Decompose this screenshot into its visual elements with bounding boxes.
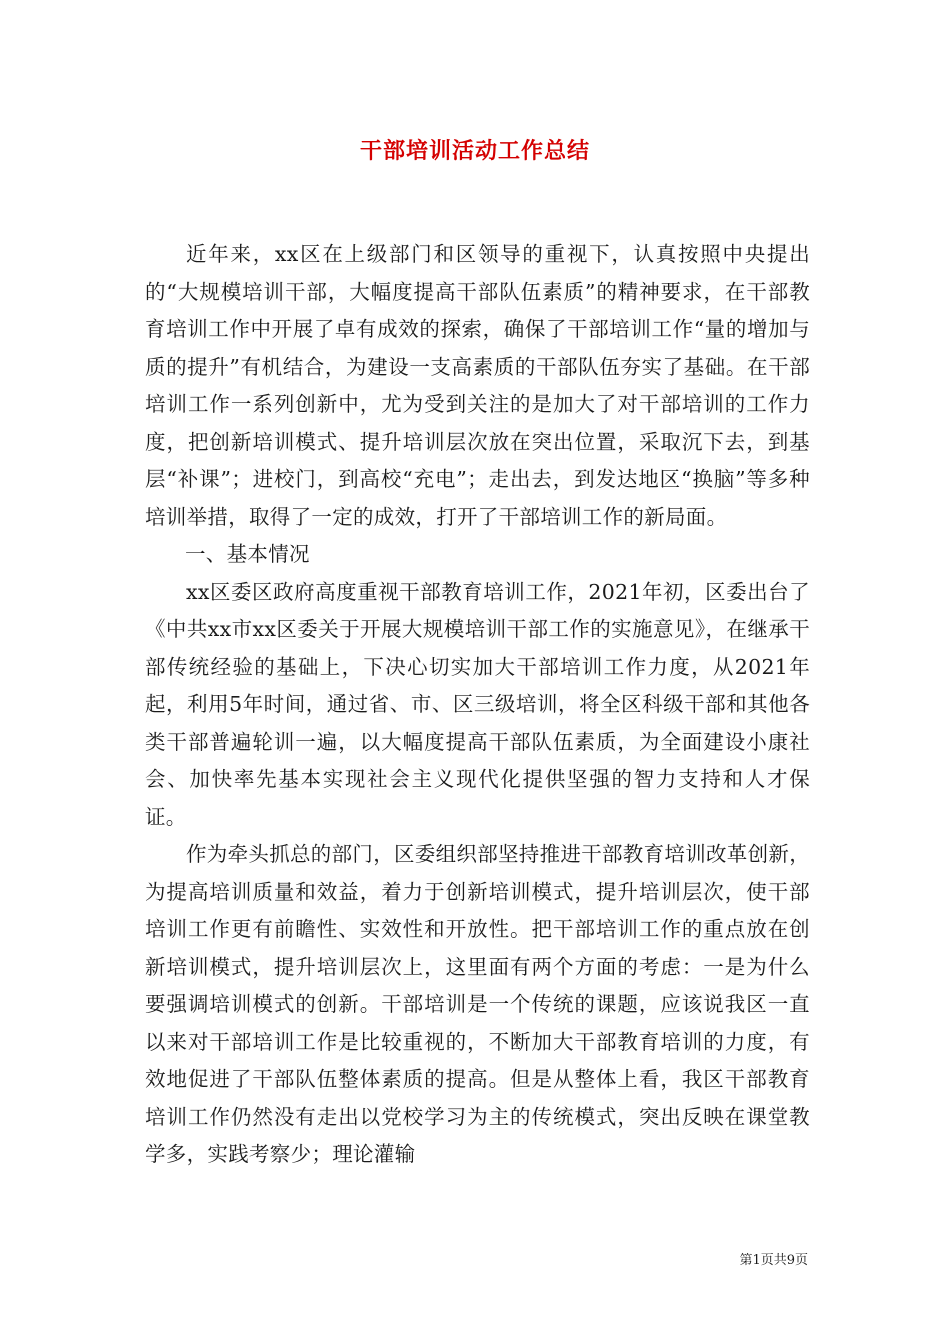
document-body: [145, 236, 810, 1174]
paragraph-intro: 近年来，xx区在上级部门和区领导的重视下，认真按照中央提出的“大规模培训干部，大幅度提高干部队伍素质”的精神要求，在干部教育培训工作中开展了卓有成效的探索，确保了干部培训工作“量的增加与质的提升”有机结合，为建设一支高素质的干部队伍夯实了基础。在干部培训工作一系列创新中，尤为受到关注的是加大了对干部培训的工作力度，把创新培训模式、提升培训层次放在突出位置，采取沉下去，到基层“补课”；进校门，到高校“充电”；走出去，到发达地区“换脑”等多种培训举措，取得了一定的成效，打开了干部培训工作的新局面。: [145, 242, 810, 529]
document-title: 干部培训活动工作总结: [359, 138, 590, 164]
paragraph-basic-situation: xx区委区政府高度重视干部教育培训工作，2021年初，区委出台了《中共xx市xx区委关于开展大规模培训干部工作的实施意见》，在继承干部传统经验的基础上，下决心切实加大干部培训工作力度，从2021年起，利用5年时间，通过省、市、区三级培训，将全区科级干部和其他各类干部普遍轮训一遍，以大幅度提高干部队伍素质，为全面建设小康社会、加快率先基本实现社会主义现代化提供坚强的智力支持和人才保证。: [145, 579, 810, 829]
paragraph-organization-department: 作为牵头抓总的部门，区委组织部坚持推进干部教育培训改革创新，为提高培训质量和效益，着力于创新培训模式，提升培训层次，使干部培训工作更有前瞻性、实效性和开放性。把干部培训工作的重点放在创新培训模式，提升培训层次上，这里面有两个方面的考虑：一是为什么要强调培训模式的创新。干部培训是一个传统的课题，应该说我区一直以来对干部培训工作是比较重视的，不断加大干部教育培训的力度，有效地促进了干部队伍整体素质的提高。但是从整体上看，我区干部教育培训工作仍然没有走出以党校学习为主的传统模式，突出反映在课堂教学多，实践考察少；理论灌输: [145, 842, 810, 1166]
page-number: 第1页共9页: [739, 1253, 808, 1268]
section-heading-basic-situation: 一、基本情况: [185, 542, 310, 566]
